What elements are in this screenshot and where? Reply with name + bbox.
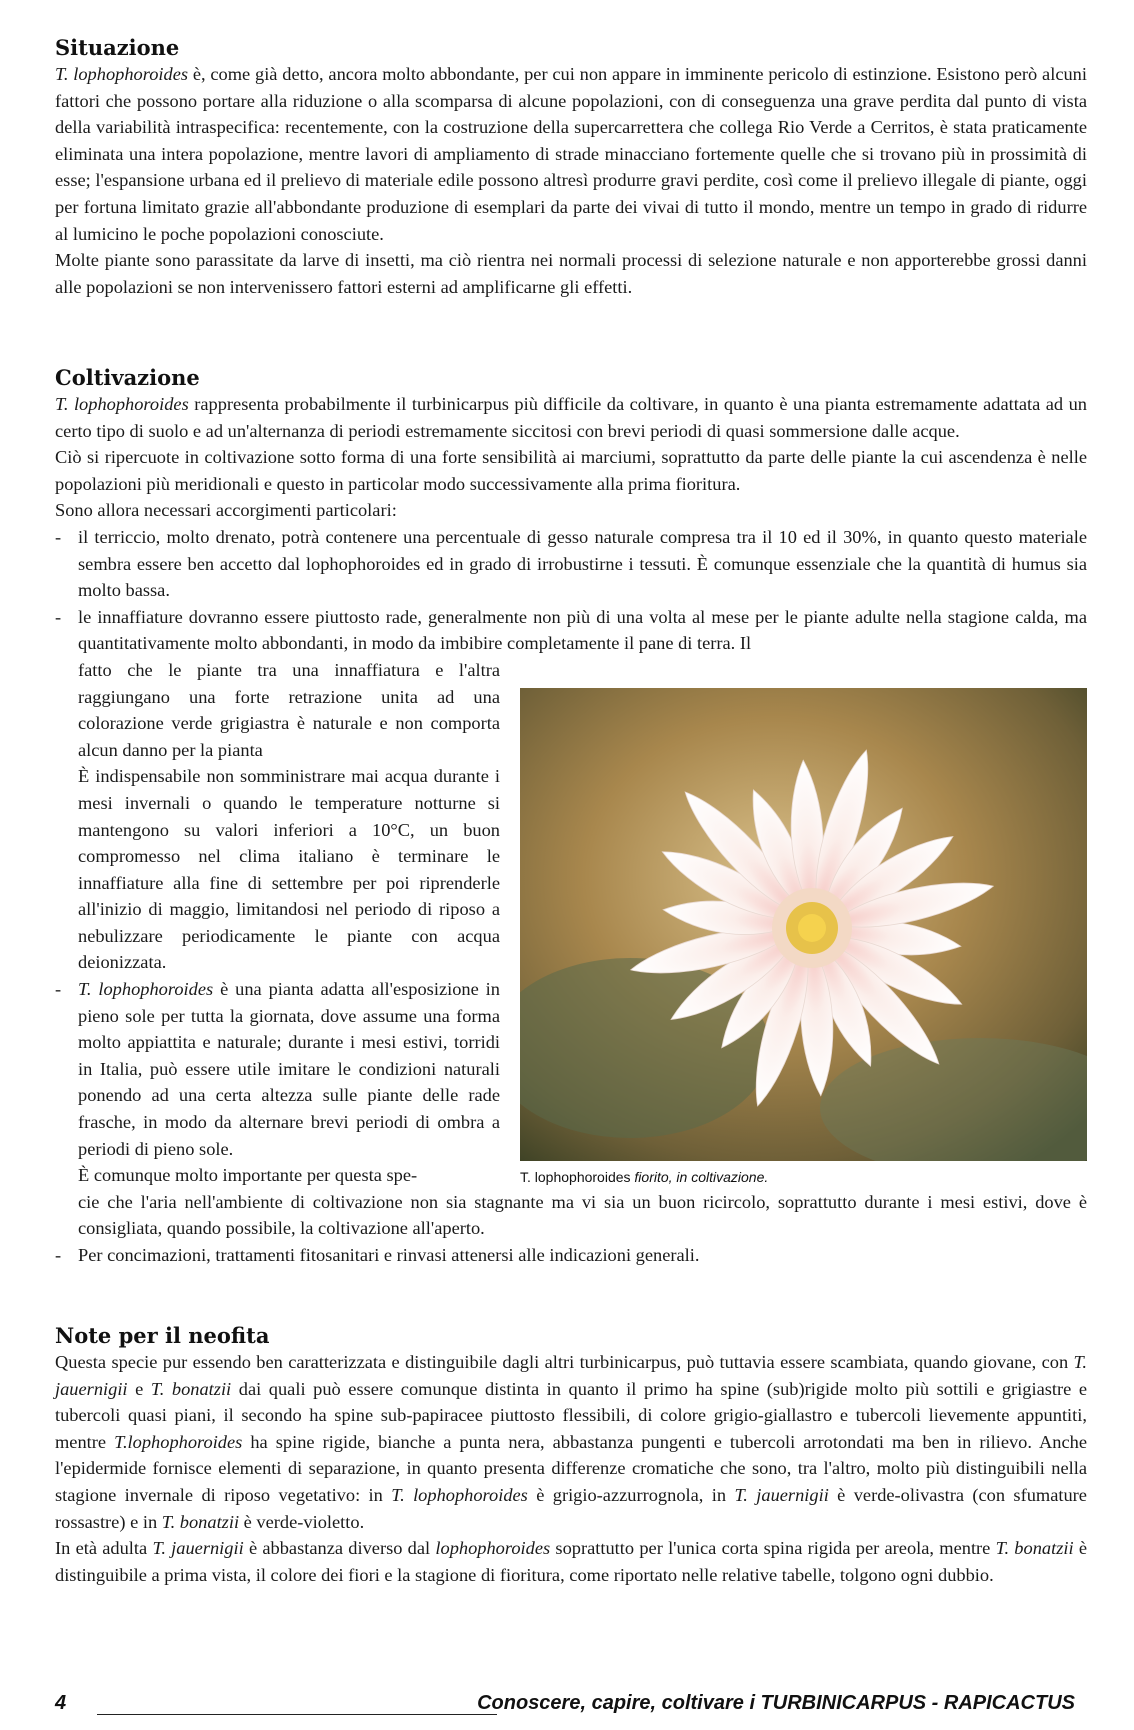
footer-rule [97,1714,497,1715]
species-name: lophophoroides [435,1538,551,1559]
bullet-dash: - [55,979,62,1000]
flower-image [520,688,1087,1161]
paragraph: Ciò si ripercuote in coltivazione sotto forma di una forte sensibilità ai marciumi, soprattutto da parte delle piante la cui ascendenza è nelle popolazioni più meridionali e questo in particolar modo successivamente alla prima fioritura. [55,447,1087,494]
page-number: 4 [55,1692,67,1714]
section-situazione [55,34,1087,300]
paragraph-text: è, come già detto, ancora molto abbondante, per cui non appare in imminente pericolo di estinzione. Esistono però alcuni fattori che possono portare alla riduzione o alla scomparsa di alcune popolazioni, con di conseguenza una grave perdita dal punto di vista della variabilità intraspecifica: recentemente, con la costruzione della supercarrettera che collega Rio Verde a Cerritos, è stata praticamente eliminata una intera popolazione, mentre lavori di ampliamento di strade minacciano fortemente quelle che si trovano più in prossimità di esse; l'espansione urbana ed il prelievo di materiale edile possono altresì produrre gravi perdite, così come il prelievo illegale di piante, oggi per fortuna limitato grazie all'abbondante produzione di esemplari da parte dei vivai di tutto il mondo, mentre un tempo in grado di ridurre al lumicino le poche popolazioni conosciute. [55,64,1087,244]
flower-photo [520,688,1087,1161]
figure [520,688,1087,1185]
species-name: T.lophophoroides [114,1431,243,1452]
list-item-text: fatto che le piante tra una innaffiatura e l'altra raggiungano una forte retrazione unita ad una colorazione verde grigiastra è naturale e non comporta alcun danno per la pianta [78,659,500,760]
paragraph: Molte piante sono parassitate da larve di insetti, ma ciò rientra nei normali processi di selezione naturale e non apporterebbe grossi danni alle popolazioni se non intervenissero fattori esterni ad amplificarne gli effetti. [55,250,1087,297]
section-note [55,1322,1087,1588]
species-name: T. jauernigii [55,1352,1087,1399]
species-name: T. bonatzii [995,1538,1074,1559]
list-item-text: È indispensabile non somministrare mai acqua durante i mesi invernali o quando le temperature notturne si mantengono su valori inferiori a 10°C, un buon compromesso nel clima italiano è terminare le innaffiature alla fine di settembre per poi riprenderle all'inizio di maggio, limitandosi nel periodo di riposo a nebulizzare periodicamente le piante con acqua deionizzata. [78,766,500,973]
book-title: Conoscere, capire, coltivare i TURBINICARPUS - RAPICACTUS [477,1692,1075,1714]
list-item-text: cie che l'aria nell'ambiente di coltivazione non sia stagnante ma vi sia un buon ricircolo, soprattutto durante i mesi estivi, dove è consigliata, quando possibile, la coltivazione all'aperto. [78,1191,1087,1239]
figure-caption [520,1169,1087,1185]
paragraph [55,391,1087,444]
paragraph: Questa specie pur essendo ben caratterizzata e distinguibile dagli altri turbinicarpus, può tuttavia essere scambiata, quando giovane, con T. jauernigii e T. bonatzii dai quali può essere comunque distinta in quanto il primo ha spine (sub)rigide molto più sottili e grigiastre e tubercoli quasi piani, il secondo ha spine sub-papiracee piuttosto flessibili, di colore grigio-giallastro e tubercoli lievemente appuntiti, mentre T.lophophoroides ha spine rigide, bianche a punta nera, abbastanza pungenti e tubercoli arrotondati ma ben in rilievo. Anche l'epidermide fornisce elementi di separazione, in quanto presenta differenze cromatiche che sono, tra l'altro, molto più distinguibili nella stagione invernale di riposo vegetativo: in T. lophophoroides è grigio-azzurrognola, in T. jauernigii è verde-olivastra (con sfumature rossastre) e in T. bonatzii è verde-violetto. [55,1352,1088,1532]
species-name: T. jauernigii [152,1538,244,1559]
species-name: T. bonatzii [161,1511,240,1532]
species-name: T. jauernigii [734,1484,829,1505]
bullet-dash: - [55,606,62,627]
paragraph-text: rappresenta probabilmente il turbinicarpus più difficile da coltivare, in quanto è una pianta estremamente adattata ad un certo tipo di suolo e ad un'alternanza di periodi estremamente siccitosi con brevi periodi di quasi sommersione dalle acque. [55,394,1087,441]
section-heading: Situazione [55,35,180,60]
list-item-text: le innaffiature dovranno essere piuttosto rade, generalmente non più di una volta al mese per le piante adulte nella stagione calda, ma quantitativamente molto abbondanti, in modo da imbibire completamente il pane di terra. Il [78,606,1087,654]
list-item-text: il terriccio, molto drenato, potrà contenere una percentuale di gesso naturale compresa tra il 10 ed il 30%, in quanto questo materiale sembra essere ben accetto dal lophophoroides ed in grado di irrobustirne i tessuti. È comunque essenziale che la quantità di humus sia molto bassa. [78,526,1087,601]
paragraph: In età adulta T. jauernigii è abbastanza diverso dal lophophoroides soprattutto per l'unica corta spina rigida per areola, mentre T. bonatzii è distinguibile a prima vista, il colore dei fiori e la stagione di fioritura, come riportato nelle relative tabelle, tolgono ogni dubbio. [55,1538,1087,1585]
caption-text: fiorito, in coltivazione. [630,1169,769,1185]
list-item-text [78,976,500,1162]
species-name: T. lophophoroides [55,64,189,84]
paragraph [55,61,1087,247]
section-heading: Note per il neofita [55,1323,270,1348]
species-name: T. lophophoroides [391,1484,528,1505]
paragraph: Sono allora necessari accorgimenti particolari: [55,500,397,521]
species-name: T. lophophoroides [55,394,189,414]
bullet-dash: - [55,526,62,547]
list-item [55,1242,1087,1269]
list-item-text: Per concimazioni, trattamenti fitosanitari e rinvasi attenersi alle indicazioni generali. [78,1245,700,1265]
list-item [55,524,1087,604]
bullet-dash: - [55,1245,62,1265]
list-item-text-part: è una pianta adatta all'esposizione in pieno sole per tutta la giornata, dove assume una forma molto appiattita e naturale; durante i mesi estivi, torridi in Italia, può essere utile imitare le condizioni naturali ponendo ad una certa altezza sulle piante delle rade frasche, in modo da alternare brevi periodi di ombra a periodi di pieno sole. [78,979,500,1159]
list-item-text: È comunque molto importante per questa spe- [78,1165,418,1186]
section-heading: Coltivazione [55,365,200,390]
species-name: T. lophophoroides [78,979,214,1000]
caption-name: T. lophophoroides [520,1169,631,1185]
species-name: T. bonatzii [150,1378,232,1399]
